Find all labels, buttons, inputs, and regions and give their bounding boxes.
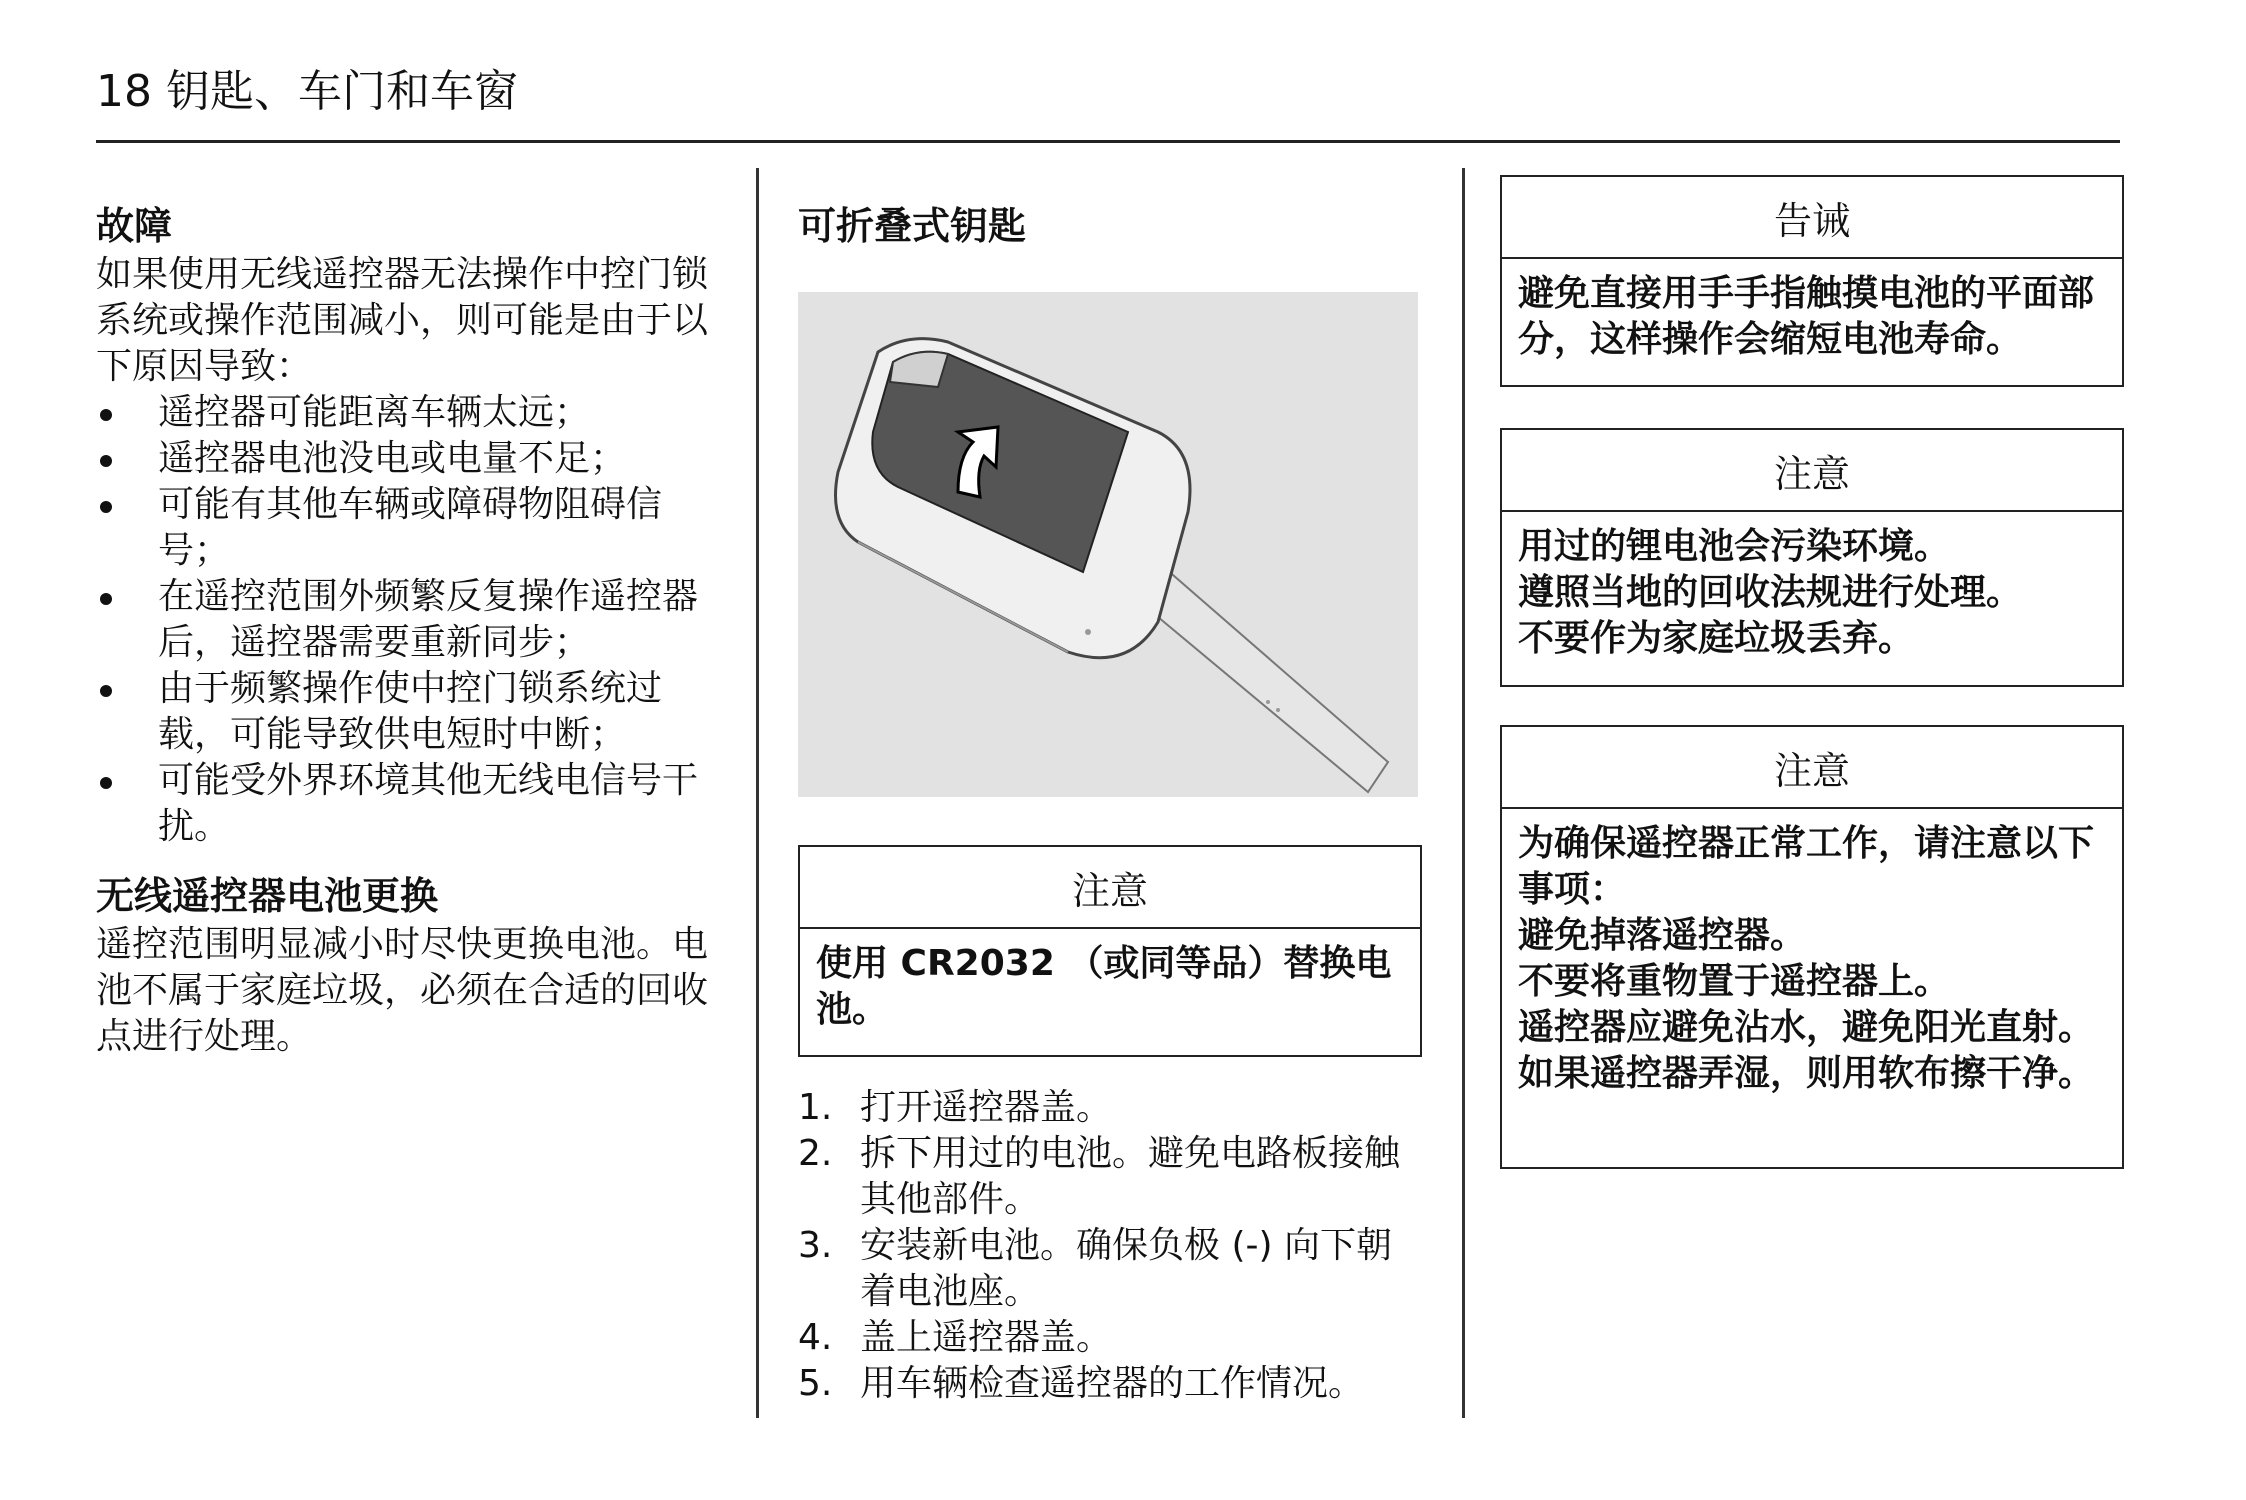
fault-intro: 如果使用无线遥控器无法操作中控门锁系统或操作范围减小，则可能是由于以下原因导致： — [96, 254, 709, 387]
notice-box-battery — [798, 845, 1422, 1057]
column-divider-right — [1462, 168, 1465, 1418]
list-item: 3. 安装新电池。确保负极 (-) 向下朝着电池座。 — [798, 1225, 1392, 1312]
key-icon — [798, 292, 1418, 797]
notice-box-care — [1500, 725, 2124, 1169]
list-item: 4. 盖上遥控器盖。 — [798, 1317, 1113, 1358]
notice-title: 注意 — [800, 847, 1420, 929]
column-2 — [798, 200, 1418, 252]
folding-key-illustration — [798, 292, 1418, 797]
battery-text: 遥控范围明显减小时尽快更换电池。电池不属于家庭垃圾，必须在合适的回收点进行处理。 — [96, 924, 709, 1057]
list-item: 可能受外界环境其他无线电信号干扰。 — [96, 758, 716, 850]
header-rule — [96, 140, 2120, 143]
warning-box — [1500, 175, 2124, 387]
notice-text: 使用 CR2032 （或同等品）替换电池。 — [816, 943, 1392, 1030]
warning-title: 告诫 — [1502, 177, 2122, 259]
list-item: 由于频繁操作使中控门锁系统过载，可能导致供电短时中断； — [96, 666, 716, 758]
notice-title: 注意 — [1502, 430, 2122, 512]
battery-heading: 无线遥控器电池更换 — [96, 874, 439, 918]
list-item: 可能有其他车辆或障碍物阻碍信号； — [96, 482, 716, 574]
notice-text: 用过的锂电池会污染环境。 遵照当地的回收法规进行处理。 不要作为家庭垃圾丢弃。 — [1518, 526, 2023, 659]
notice-box-recycling — [1500, 428, 2124, 687]
list-item: 遥控器可能距离车辆太远； — [96, 390, 716, 436]
list-item: 在遥控范围外频繁反复操作遥控器后，遥控器需要重新同步； — [96, 574, 716, 666]
fault-heading: 故障 — [96, 204, 173, 248]
list-item: 2. 拆下用过的电池。避免电路板接触其他部件。 — [798, 1133, 1401, 1220]
notice-text: 为确保遥控器正常工作，请注意以下事项： 避免掉落遥控器。 不要将重物置于遥控器上。 遥控器应避免沾水，避免阳光直射。如果遥控器弄湿，则用软布擦干净。 — [1518, 823, 2095, 1094]
list-item: 1. 打开遥控器盖。 — [798, 1087, 1113, 1128]
fault-list — [96, 390, 716, 850]
steps-column — [798, 1085, 1418, 1407]
steps-list — [798, 1085, 1418, 1407]
column-divider-left — [756, 168, 759, 1418]
folding-key-heading: 可折叠式钥匙 — [798, 204, 1027, 248]
list-item: 5. 用车辆检查遥控器的工作情况。 — [798, 1363, 1365, 1404]
list-item: 遥控器电池没电或电量不足； — [96, 436, 716, 482]
column-1 — [96, 200, 716, 1060]
page-title: 18 钥匙、车门和车窗 — [96, 66, 518, 117]
warning-text: 避免直接用手手指触摸电池的平面部分，这样操作会缩短电池寿命。 — [1518, 273, 2095, 360]
notice-title: 注意 — [1502, 727, 2122, 809]
